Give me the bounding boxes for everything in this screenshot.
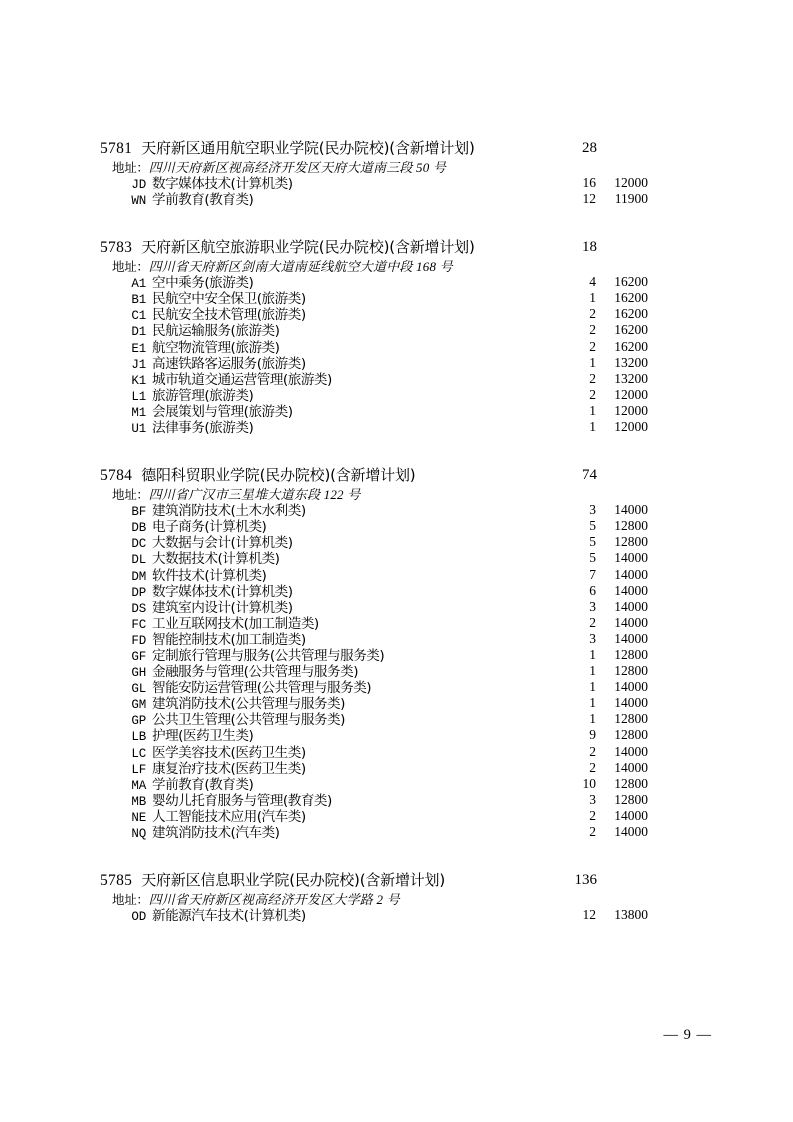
- address-label: 地址：: [112, 160, 149, 175]
- school-name: 天府新区信息职业学院(民办院校)(含新增计划): [141, 871, 446, 890]
- major-name: 数字媒体技术(计算机类): [152, 583, 293, 600]
- major-name: 航空物流管理(旅游类): [152, 339, 280, 356]
- major-name: 智能控制技术(加工制造类): [152, 631, 306, 648]
- major-row: [100, 776, 670, 792]
- school-name: 德阳科贸职业学院(民办院校)(含新增计划): [141, 466, 416, 485]
- major-code: GL: [131, 682, 146, 697]
- major-name: 数字媒体技术(计算机类): [152, 176, 293, 192]
- major-name: 大数据与会计(计算机类): [152, 535, 293, 552]
- major-name: 公共卫生管理(公共管理与服务类): [152, 712, 345, 729]
- major-quota: 3: [589, 502, 596, 518]
- major-quota: 2: [589, 338, 596, 354]
- major-quota: 12: [582, 907, 596, 923]
- school-total-quota: 136: [574, 872, 597, 889]
- major-quota: 1: [589, 290, 596, 306]
- major-row: [100, 419, 670, 435]
- major-name: 空中乘务(旅游类): [152, 275, 254, 292]
- school-total-quota: 74: [582, 467, 597, 484]
- major-row: [100, 567, 670, 583]
- major-code: DM: [131, 569, 146, 584]
- major-name: 建筑消防技术(汽车类): [152, 825, 280, 841]
- major-code: J1: [131, 357, 146, 372]
- major-code: FD: [131, 633, 146, 648]
- major-fee: 12000: [614, 419, 648, 435]
- major-name: 人工智能技术应用(汽车类): [152, 808, 306, 825]
- major-fee: 14000: [614, 566, 648, 582]
- major-fee: 14000: [614, 695, 648, 711]
- major-code: DP: [131, 585, 146, 600]
- school-header: [100, 870, 670, 890]
- major-row: [100, 792, 670, 808]
- major-name: 新能源汽车技术(计算机类): [152, 908, 306, 925]
- school-block: [100, 465, 670, 840]
- major-code: MB: [131, 794, 146, 809]
- major-fee: 11900: [614, 191, 648, 207]
- major-name: 婴幼儿托育服务与管理(教育类): [152, 792, 332, 809]
- major-name: 建筑消防技术(公共管理与服务类): [152, 696, 345, 713]
- major-quota: 5: [589, 534, 596, 550]
- major-name: 会展策划与管理(旅游类): [152, 403, 293, 420]
- address-text: 四川省天府新区剑南大道南延线航空大道中段 168 号: [148, 259, 453, 275]
- major-quota: 1: [589, 711, 596, 727]
- major-name: 工业互联网技术(加工制造类): [152, 615, 319, 632]
- major-code: LB: [131, 730, 146, 745]
- major-code: LC: [131, 746, 146, 761]
- major-fee: 14000: [614, 824, 648, 839]
- major-row: [100, 599, 670, 615]
- major-row: [100, 274, 670, 290]
- major-quota: 2: [589, 824, 596, 839]
- major-fee: 16200: [614, 322, 648, 338]
- major-quota: 2: [589, 370, 596, 386]
- major-code: DC: [131, 537, 146, 552]
- major-code: A1: [131, 277, 146, 292]
- major-row: [100, 403, 670, 419]
- major-quota: 10: [582, 775, 596, 791]
- major-code: GF: [131, 649, 146, 664]
- major-quota: 16: [582, 175, 596, 190]
- major-name: 高速铁路客运服务(旅游类): [152, 355, 306, 372]
- major-fee: 12800: [614, 663, 648, 679]
- major-row: [100, 631, 670, 647]
- major-quota: 5: [589, 550, 596, 566]
- major-fee: 16200: [614, 290, 648, 306]
- major-code: DL: [131, 553, 146, 568]
- major-fee: 14000: [614, 743, 648, 759]
- major-fee: 12800: [614, 775, 648, 791]
- major-quota: 2: [589, 614, 596, 630]
- major-quota: 12: [582, 191, 596, 207]
- address-text: 四川天府新区视高经济开发区天府大道南三段 50 号: [148, 160, 447, 175]
- major-name: 医学美容技术(医药卫生类): [152, 744, 306, 761]
- major-row: [100, 744, 670, 760]
- school-code: 5783: [100, 239, 133, 257]
- major-row: [100, 290, 670, 306]
- major-quota: 1: [589, 646, 596, 662]
- major-row: [100, 387, 670, 403]
- major-code: NE: [131, 810, 146, 825]
- major-name: 建筑消防技术(土木水利类): [152, 503, 306, 520]
- major-name: 民航安全技术管理(旅游类): [152, 307, 306, 324]
- major-code: L1: [131, 389, 146, 404]
- school-name: 天府新区通用航空职业学院(民办院校)(含新增计划): [141, 139, 475, 157]
- major-quota: 5: [589, 518, 596, 534]
- major-fee: 14000: [614, 759, 648, 775]
- major-name: 智能安防运营管理(公共管理与服务类): [152, 680, 372, 697]
- major-row: [100, 371, 670, 387]
- school-name: 天府新区航空旅游职业学院(民办院校)(含新增计划): [141, 238, 475, 257]
- address-label: 地址：: [112, 892, 149, 908]
- major-name: 康复治疗技术(医药卫生类): [152, 760, 306, 777]
- school-header: [100, 138, 670, 158]
- major-row: [100, 583, 670, 599]
- major-name: 城市轨道交通运营管理(旅游类): [152, 371, 332, 388]
- school-block: [100, 870, 670, 923]
- major-quota: 1: [589, 679, 596, 695]
- major-fee: 14000: [614, 679, 648, 695]
- major-row: [100, 695, 670, 711]
- major-fee: 16200: [614, 338, 648, 354]
- major-code: NQ: [131, 827, 146, 841]
- school-code: 5784: [100, 467, 133, 485]
- major-code: BF: [131, 505, 146, 520]
- major-code: U1: [131, 422, 146, 437]
- major-code: LF: [131, 762, 146, 777]
- major-fee: 14000: [614, 550, 648, 566]
- major-quota: 9: [589, 727, 596, 743]
- major-quota: 1: [589, 663, 596, 679]
- major-quota: 1: [589, 402, 596, 418]
- major-code: E1: [131, 341, 146, 356]
- major-row: [100, 518, 670, 534]
- major-name: 电子商务(计算机类): [152, 519, 267, 536]
- major-name: 学前教育(教育类): [152, 192, 254, 209]
- address-label: 地址：: [112, 487, 149, 503]
- major-quota: 6: [589, 582, 596, 598]
- major-fee: 13200: [614, 370, 648, 386]
- major-quota: 1: [589, 419, 596, 435]
- major-name: 软件技术(计算机类): [152, 567, 267, 584]
- major-fee: 14000: [614, 502, 648, 518]
- major-name: 大数据技术(计算机类): [152, 551, 280, 568]
- major-quota: 2: [589, 322, 596, 338]
- major-fee: 14000: [614, 598, 648, 614]
- school-header: [100, 237, 670, 257]
- major-quota: 1: [589, 695, 596, 711]
- major-row: [100, 679, 670, 695]
- major-code: GM: [131, 698, 146, 713]
- address-text: 四川省天府新区视高经济开发区大学路 2 号: [148, 892, 400, 908]
- school-block: [100, 138, 670, 207]
- major-name: 法律事务(旅游类): [152, 420, 254, 437]
- major-fee: 12800: [614, 727, 648, 743]
- major-row: [100, 647, 670, 663]
- major-fee: 12000: [614, 175, 648, 190]
- major-code: GH: [131, 666, 146, 681]
- major-quota: 7: [589, 566, 596, 582]
- major-row: [100, 824, 670, 840]
- major-quota: 2: [589, 386, 596, 402]
- major-row: [100, 907, 670, 923]
- major-fee: 12000: [614, 386, 648, 402]
- major-row: [100, 306, 670, 322]
- major-code: DB: [131, 521, 146, 536]
- major-row: [100, 175, 670, 191]
- major-code: MA: [131, 778, 146, 793]
- page-number: — 9 —: [663, 1027, 712, 1043]
- address-label: 地址：: [112, 259, 149, 275]
- major-code: OD: [131, 910, 146, 925]
- major-name: 金融服务与管理(公共管理与服务类): [152, 664, 359, 681]
- school-address: [100, 158, 670, 175]
- major-row: [100, 339, 670, 355]
- school-address: [100, 890, 670, 907]
- major-fee: 13200: [614, 354, 648, 370]
- major-row: [100, 760, 670, 776]
- major-row: [100, 711, 670, 727]
- major-quota: 2: [589, 306, 596, 322]
- address-text: 四川省广汉市三星堆大道东段 122 号: [148, 487, 361, 503]
- major-row: [100, 355, 670, 371]
- major-fee: 16200: [614, 274, 648, 290]
- major-name: 护理(医药卫生类): [152, 728, 254, 745]
- major-row: [100, 534, 670, 550]
- major-row: [100, 191, 670, 207]
- major-name: 民航空中安全保卫(旅游类): [152, 291, 306, 308]
- major-name: 定制旅行管理与服务(公共管理与服务类): [152, 647, 385, 664]
- major-quota: 1: [589, 354, 596, 370]
- major-fee: 12800: [614, 791, 648, 807]
- major-fee: 13800: [614, 907, 648, 923]
- major-code: WN: [131, 194, 146, 209]
- school-block: [100, 237, 670, 435]
- major-name: 学前教育(教育类): [152, 776, 254, 793]
- major-code: C1: [131, 309, 146, 324]
- major-row: [100, 322, 670, 338]
- major-row: [100, 550, 670, 566]
- major-row: [100, 808, 670, 824]
- major-code: FC: [131, 617, 146, 632]
- major-row: [100, 727, 670, 743]
- major-fee: 14000: [614, 582, 648, 598]
- major-name: 民航运输服务(旅游类): [152, 323, 280, 340]
- school-code: 5781: [100, 140, 133, 157]
- major-fee: 14000: [614, 614, 648, 630]
- major-quota: 2: [589, 743, 596, 759]
- school-header: [100, 465, 670, 485]
- major-row: [100, 502, 670, 518]
- major-quota: 4: [589, 274, 596, 290]
- major-code: JD: [131, 178, 146, 192]
- major-code: M1: [131, 405, 146, 420]
- major-fee: 16200: [614, 306, 648, 322]
- major-code: B1: [131, 293, 146, 308]
- major-quota: 2: [589, 807, 596, 823]
- major-code: GP: [131, 714, 146, 729]
- major-fee: 12800: [614, 518, 648, 534]
- major-fee: 12800: [614, 534, 648, 550]
- school-total-quota: 28: [582, 140, 597, 156]
- major-name: 旅游管理(旅游类): [152, 387, 254, 404]
- major-code: K1: [131, 373, 146, 388]
- major-fee: 12800: [614, 711, 648, 727]
- major-code: D1: [131, 325, 146, 340]
- major-fee: 12000: [614, 402, 648, 418]
- major-quota: 3: [589, 630, 596, 646]
- major-quota: 2: [589, 759, 596, 775]
- school-list: [100, 138, 670, 923]
- school-code: 5785: [100, 872, 133, 890]
- school-address: [100, 485, 670, 502]
- major-fee: 14000: [614, 630, 648, 646]
- major-row: [100, 615, 670, 631]
- major-quota: 3: [589, 791, 596, 807]
- major-quota: 3: [589, 598, 596, 614]
- major-code: DS: [131, 601, 146, 616]
- major-name: 建筑室内设计(计算机类): [152, 599, 293, 616]
- major-row: [100, 663, 670, 679]
- school-address: [100, 257, 670, 274]
- school-total-quota: 18: [582, 239, 597, 256]
- major-fee: 14000: [614, 807, 648, 823]
- major-fee: 12800: [614, 646, 648, 662]
